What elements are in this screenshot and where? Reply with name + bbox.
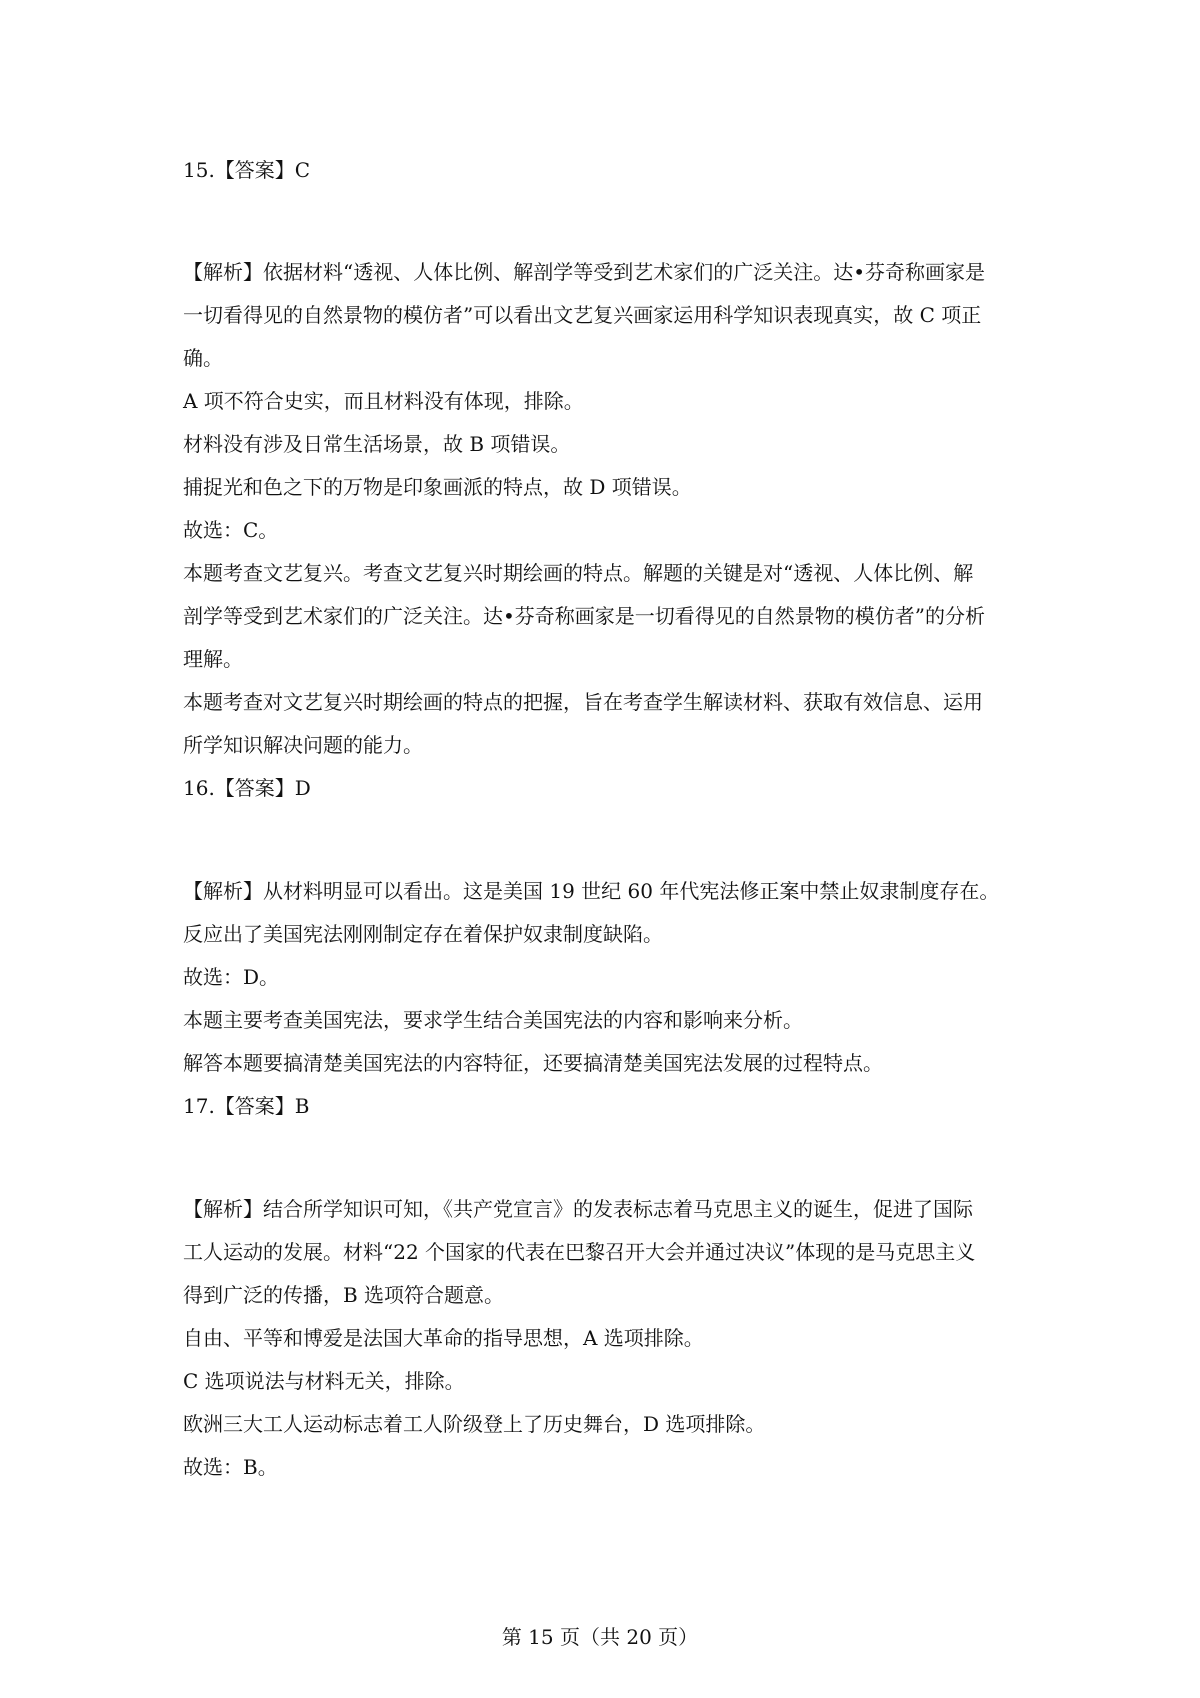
q16-analysis-line: 解答本题要搞清楚美国宪法的内容特征，还要搞清楚美国宪法发展的过程特点。 <box>183 1051 883 1075</box>
q17-analysis-line: 【解析】结合所学知识可知，《共产党宣言》的发表标志着马克思主义的诞生，促进了国际 <box>183 1197 973 1221</box>
q15-analysis-line: 剖学等受到艺术家们的广泛关注。达•芬奇称画家是一切看得见的自然景物的模仿者”的分析 <box>183 604 986 628</box>
q15-analysis-line: 本题考查文艺复兴。考查文艺复兴时期绘画的特点。解题的关键是对“透视、人体比例、解 <box>183 561 974 585</box>
page-number-footer: 第 15 页（共 20 页） <box>501 1625 699 1649</box>
q15-analysis-line: 【解析】依据材料“透视、人体比例、解剖学等受到艺术家们的广泛关注。达•芬奇称画家是 <box>183 260 986 284</box>
q16-analysis-line: 【解析】从材料明显可以看出。这是美国 19 世纪 60 年代宪法修正案中禁止奴隶制度存在。 <box>183 879 1000 903</box>
q17-answer-heading: 17.【答案】B <box>183 1094 310 1118</box>
q16-analysis-line: 本题主要考查美国宪法，要求学生结合美国宪法的内容和影响来分析。 <box>183 1008 803 1032</box>
q15-analysis-line: 捕捉光和色之下的万物是印象画派的特点，故 D 项错误。 <box>183 475 692 499</box>
q16-analysis-line: 反应出了美国宪法刚刚制定存在着保护奴隶制度缺陷。 <box>183 922 663 946</box>
q15-answer-heading: 15.【答案】C <box>183 158 311 182</box>
q17-analysis-line: 故选：B。 <box>183 1455 278 1479</box>
q16-analysis-line: 故选：D。 <box>183 965 280 989</box>
q17-analysis-line: C 选项说法与材料无关，排除。 <box>183 1369 465 1393</box>
q15-analysis-line: 本题考查对文艺复兴时期绘画的特点的把握，旨在考查学生解读材料、获取有效信息、运用 <box>183 690 983 714</box>
q17-analysis-line: 欧洲三大工人运动标志着工人阶级登上了历史舞台，D 选项排除。 <box>183 1412 766 1436</box>
q15-analysis-line: 故选：C。 <box>183 518 279 542</box>
q15-analysis-line: 理解。 <box>183 647 243 671</box>
q15-analysis-line: 材料没有涉及日常生活场景，故 B 项错误。 <box>183 432 571 456</box>
q17-analysis-line: 自由、平等和博爱是法国大革命的指导思想，A 选项排除。 <box>183 1326 704 1350</box>
q17-analysis-line: 工人运动的发展。材料“22 个国家的代表在巴黎召开大会并通过决议”体现的是马克思主义 <box>183 1240 976 1264</box>
q16-answer-heading: 16.【答案】D <box>183 776 311 800</box>
q17-analysis-line: 得到广泛的传播，B 选项符合题意。 <box>183 1283 505 1307</box>
q15-analysis-line: 所学知识解决问题的能力。 <box>183 733 423 757</box>
q15-analysis-line: 确。 <box>183 346 223 370</box>
q15-analysis-line: 一切看得见的自然景物的模仿者”可以看出文艺复兴画家运用科学知识表现真实，故 C 项正 <box>183 303 982 327</box>
q15-analysis-line: A 项不符合史实，而且材料没有体现，排除。 <box>183 389 584 413</box>
